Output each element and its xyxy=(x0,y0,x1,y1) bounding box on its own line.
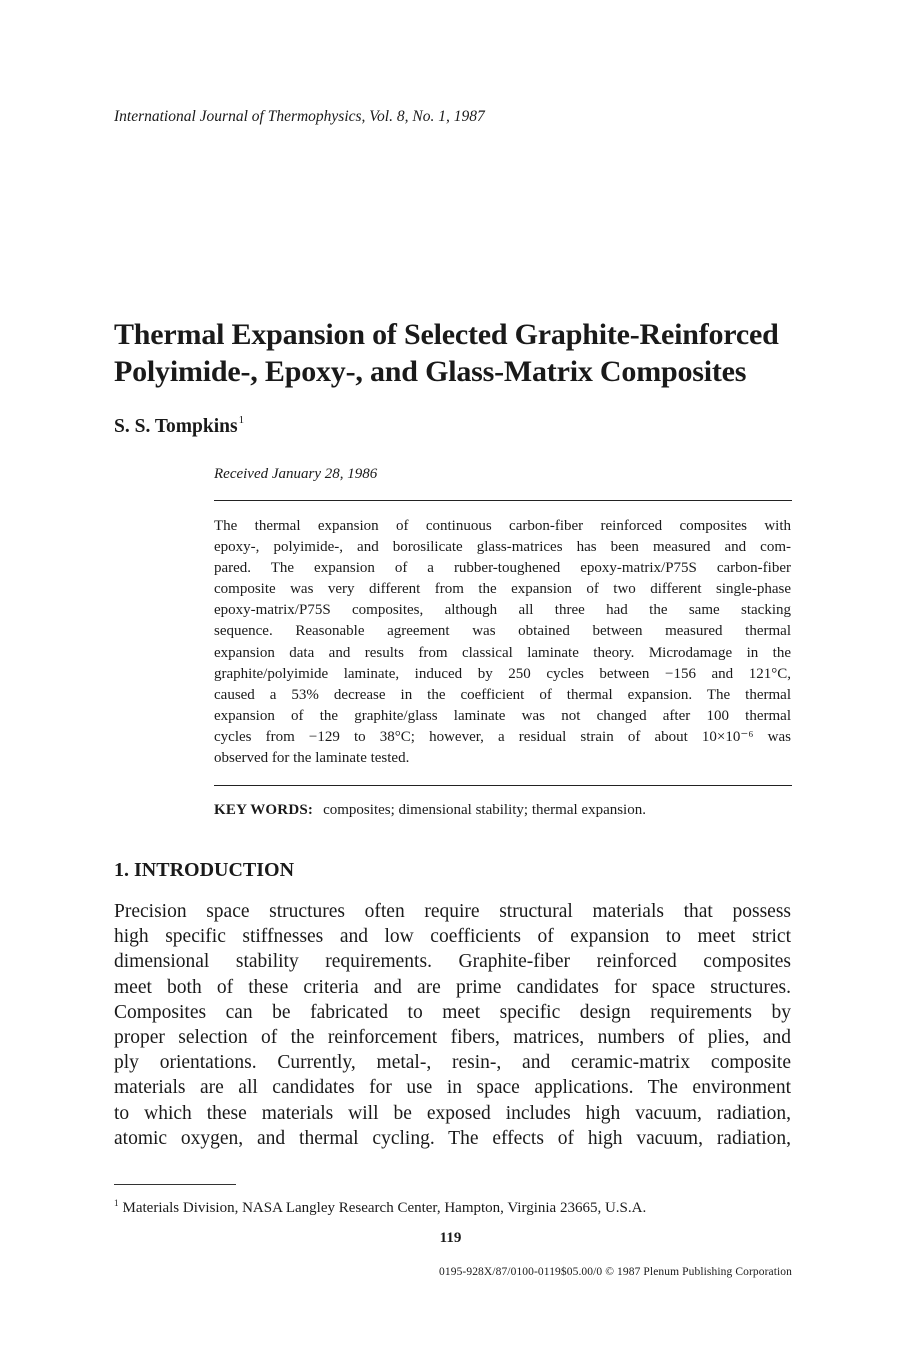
abstract-line: expansion of the graphite/glass laminate was not changed after 100 thermal xyxy=(214,707,791,724)
abstract xyxy=(214,516,791,769)
body-line: atomic oxygen, and thermal cycling. The effects of high vacuum, radiation, xyxy=(114,1127,791,1149)
copyright-line: 0195-928X/87/0100-0119$05.00/0 © 1987 Plenum Publishing Corporation xyxy=(439,1266,792,1278)
footnote xyxy=(114,1198,646,1217)
abstract-line: graphite/polyimide laminate, induced by 250 cycles between −156 and 121°C, xyxy=(214,665,791,682)
received-date: Received January 28, 1986 xyxy=(214,466,378,482)
keywords-text: composites; dimensional stability; thermal expansion. xyxy=(323,802,646,818)
title-line-2: Polyimide-, Epoxy-, and Glass-Matrix Composites xyxy=(114,355,747,388)
abstract-line: cycles from −129 to 38°C; however, a residual strain of about 10×10⁻⁶ was xyxy=(214,728,791,745)
abstract-line: composite was very different from the expansion of two different single-phase xyxy=(214,581,791,598)
body-line: high specific stiffnesses and low coefficients of expansion to meet strict xyxy=(114,926,791,948)
abstract-line: sequence. Reasonable agreement was obtained between measured thermal xyxy=(214,623,791,640)
author xyxy=(114,414,244,438)
paper-title xyxy=(114,316,814,390)
body-line: proper selection of the reinforcement fibers, matrices, numbers of plies, and xyxy=(114,1027,791,1049)
abstract-line: The thermal expansion of continuous carbon-fiber reinforced composites with xyxy=(214,518,791,534)
title-line-1: Thermal Expansion of Selected Graphite-Reinforced xyxy=(114,318,779,351)
footnote-mark: 1 xyxy=(114,1198,119,1208)
abstract-line: observed for the laminate tested. xyxy=(214,750,410,767)
body-line: meet both of these criteria and are prime candidates for space structures. xyxy=(114,976,791,998)
keywords-label: KEY WORDS: xyxy=(214,802,314,818)
abstract-line: epoxy-, polyimide-, and borosilicate glass-matrices has been measured and com- xyxy=(214,539,791,556)
abstract-line: epoxy-matrix/P75S composites, although all three had the same stacking xyxy=(214,602,791,619)
abstract-line: pared. The expansion of a rubber-toughened epoxy-matrix/P75S carbon-fiber xyxy=(214,560,791,577)
body-line: dimensional stability requirements. Graphite-fiber reinforced composites xyxy=(114,951,791,973)
keywords xyxy=(214,802,646,819)
introduction-body xyxy=(114,899,791,1151)
body-line: Composites can be fabricated to meet specific design requirements by xyxy=(114,1001,791,1023)
page-number: 119 xyxy=(439,1230,462,1246)
body-line: to which these materials will be exposed includes high vacuum, radiation, xyxy=(114,1102,791,1124)
abstract-top-rule xyxy=(214,500,792,501)
body-line: ply orientations. Currently, metal-, resin-, and ceramic-matrix composite xyxy=(114,1052,791,1074)
author-footnote-mark: 1 xyxy=(238,414,245,426)
footnote-rule xyxy=(114,1184,236,1185)
journal-citation: International Journal of Thermophysics, Vol. 8, No. 1, 1987 xyxy=(114,108,485,125)
abstract-line: expansion data and results from classical laminate theory. Microdamage in the xyxy=(214,644,791,661)
body-line: materials are all candidates for use in space applications. The environment xyxy=(114,1077,791,1099)
abstract-line: caused a 53% decrease in the coefficient of thermal expansion. The thermal xyxy=(214,686,791,703)
abstract-bottom-rule xyxy=(214,785,792,786)
section-heading: 1. INTRODUCTION xyxy=(114,859,295,881)
footnote-text: Materials Division, NASA Langley Research Center, Hampton, Virginia 23665, U.S.A. xyxy=(122,1200,647,1216)
body-line: Precision space structures often require structural materials that possess xyxy=(114,901,791,922)
author-name: S. S. Tompkins xyxy=(114,416,238,437)
